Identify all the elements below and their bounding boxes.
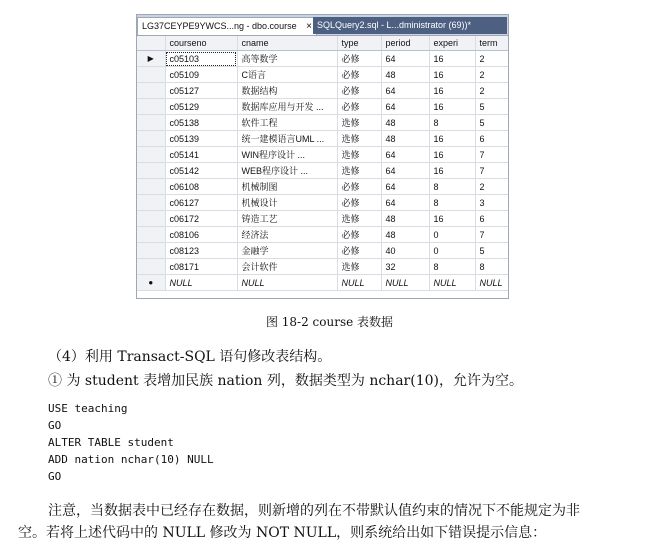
grid-cell[interactable]: 8 <box>429 115 475 131</box>
grid-cell[interactable]: c05139 <box>165 131 237 147</box>
grid-cell[interactable]: 0 <box>429 243 475 259</box>
code-line: USE teaching <box>48 402 128 415</box>
grid-cell[interactable]: 16 <box>429 51 475 67</box>
grid-cell[interactable]: 16 <box>429 99 475 115</box>
grid-cell[interactable]: 2 <box>475 67 508 83</box>
grid-cell[interactable]: 64 <box>381 163 429 179</box>
grid-cell[interactable]: 选修 <box>337 147 381 163</box>
row-selector[interactable] <box>137 243 165 259</box>
grid-cell[interactable]: 会计软件 <box>237 259 337 275</box>
grid-cell[interactable]: c08106 <box>165 227 237 243</box>
grid-cell[interactable]: 选修 <box>337 259 381 275</box>
grid-cell[interactable]: 必修 <box>337 99 381 115</box>
grid-cell[interactable]: 金融学 <box>237 243 337 259</box>
row-selector[interactable] <box>137 67 165 83</box>
grid-cell[interactable]: 48 <box>381 211 429 227</box>
tab-dbo-course[interactable] <box>137 17 317 35</box>
grid-cell[interactable]: c05142 <box>165 163 237 179</box>
grid-cell[interactable]: 高等数学 <box>237 51 337 67</box>
row-selector[interactable] <box>137 99 165 115</box>
sql-code-block <box>48 400 214 485</box>
grid-cell[interactable]: 64 <box>381 99 429 115</box>
grid-cell[interactable]: 48 <box>381 67 429 83</box>
grid-cell[interactable]: 必修 <box>337 243 381 259</box>
grid-cell[interactable]: 数据库应用与开发 ... <box>237 99 337 115</box>
grid-cell[interactable]: 必修 <box>337 227 381 243</box>
code-line: ALTER TABLE student <box>48 436 174 449</box>
table-row[interactable] <box>137 51 508 67</box>
table-row[interactable] <box>137 211 508 227</box>
tab-sqlquery2[interactable] <box>313 17 507 34</box>
tab-sqlquery2-label: SQLQuery2.sql - L...dministrator (69))* <box>317 20 472 30</box>
grid-cell[interactable]: c05129 <box>165 99 237 115</box>
grid-cell[interactable]: 2 <box>475 179 508 195</box>
grid-cell[interactable]: 选修 <box>337 211 381 227</box>
grid-cell[interactable]: 必修 <box>337 83 381 99</box>
grid-cell[interactable]: 48 <box>381 131 429 147</box>
table-row[interactable] <box>137 131 508 147</box>
grid-cell[interactable]: 7 <box>475 227 508 243</box>
grid-cell[interactable]: 8 <box>429 179 475 195</box>
grid-cell[interactable]: 机械制图 <box>237 179 337 195</box>
grid-cell[interactable]: 64 <box>381 83 429 99</box>
grid-cell[interactable]: 16 <box>429 83 475 99</box>
table-row[interactable] <box>137 227 508 243</box>
row-selector[interactable] <box>137 259 165 275</box>
grid-cell[interactable]: 16 <box>429 163 475 179</box>
table-row[interactable] <box>137 67 508 83</box>
grid-cell[interactable]: 32 <box>381 259 429 275</box>
grid-cell[interactable]: 必修 <box>337 67 381 83</box>
table-row[interactable] <box>137 179 508 195</box>
grid-cell[interactable]: 64 <box>381 51 429 67</box>
row-selector[interactable] <box>137 115 165 131</box>
row-selector[interactable] <box>137 227 165 243</box>
grid-cell[interactable]: 48 <box>381 115 429 131</box>
column-header[interactable]: period <box>381 36 429 51</box>
grid-cell[interactable]: c08171 <box>165 259 237 275</box>
grid-cell[interactable]: 16 <box>429 131 475 147</box>
grid-cell[interactable]: c05109 <box>165 67 237 83</box>
grid-cell[interactable]: c05138 <box>165 115 237 131</box>
new-row-indicator-icon[interactable]: ● <box>137 275 165 291</box>
grid-cell[interactable]: 数据结构 <box>237 83 337 99</box>
grid-cell[interactable]: c05103 <box>165 51 237 67</box>
grid-cell[interactable]: c08123 <box>165 243 237 259</box>
grid-cell[interactable]: 16 <box>429 67 475 83</box>
tab-dbo-course-label: LG37CEYPE9YWCS...ng - dbo.course <box>142 21 297 31</box>
grid-cell[interactable]: 必修 <box>337 195 381 211</box>
grid-cell[interactable]: 8 <box>429 195 475 211</box>
row-selector[interactable] <box>137 211 165 227</box>
row-selector[interactable] <box>137 195 165 211</box>
grid-cell[interactable]: 8 <box>475 259 508 275</box>
null-cell[interactable]: NULL <box>337 275 381 291</box>
table-row[interactable] <box>137 243 508 259</box>
grid-cell[interactable]: 48 <box>381 227 429 243</box>
current-row-indicator-icon[interactable]: ▶ <box>137 51 165 67</box>
column-header[interactable]: cname <box>237 36 337 51</box>
grid-cell[interactable]: c06108 <box>165 179 237 195</box>
grid-cell[interactable]: c06127 <box>165 195 237 211</box>
grid-cell[interactable]: 6 <box>475 211 508 227</box>
grid-cell[interactable]: 7 <box>475 147 508 163</box>
grid-cell[interactable]: 经济法 <box>237 227 337 243</box>
grid-cell[interactable]: 64 <box>381 179 429 195</box>
code-line: GO <box>48 419 62 432</box>
table-row[interactable] <box>137 259 508 275</box>
table-row[interactable] <box>137 195 508 211</box>
grid-cell[interactable]: 64 <box>381 147 429 163</box>
null-cell[interactable]: NULL <box>165 275 237 291</box>
table-row[interactable] <box>137 115 508 131</box>
grid-cell[interactable]: 5 <box>475 243 508 259</box>
row-selector[interactable] <box>137 147 165 163</box>
column-header[interactable]: courseno <box>165 36 237 51</box>
grid-cell[interactable]: 选修 <box>337 115 381 131</box>
column-header[interactable]: experi <box>429 36 475 51</box>
grid-cell[interactable]: 2 <box>475 51 508 67</box>
grid-cell[interactable]: C语言 <box>237 67 337 83</box>
note-line-1: 注意，当数据表中已经存在数据，则新增的列在不带默认值约束的情况下不能规定为非 <box>48 503 580 519</box>
row-selector[interactable] <box>137 131 165 147</box>
grid-cell[interactable]: c05141 <box>165 147 237 163</box>
step-4-heading: （4）利用 Transact-SQL 语句修改表结构。 <box>48 349 332 365</box>
close-icon[interactable]: × <box>306 21 312 32</box>
grid-cell[interactable]: 选修 <box>337 163 381 179</box>
null-cell[interactable]: NULL <box>475 275 508 291</box>
table-data-window <box>136 14 509 299</box>
row-selector-header[interactable] <box>137 36 165 51</box>
grid-cell[interactable]: 0 <box>429 227 475 243</box>
grid-cell[interactable]: c05127 <box>165 83 237 99</box>
new-row[interactable] <box>137 275 508 291</box>
grid-cell[interactable]: 8 <box>429 259 475 275</box>
table-row[interactable] <box>137 163 508 179</box>
grid-body <box>137 51 508 291</box>
grid-cell[interactable]: 7 <box>475 163 508 179</box>
row-selector[interactable] <box>137 163 165 179</box>
column-header[interactable]: type <box>337 36 381 51</box>
grid-cell[interactable]: c06172 <box>165 211 237 227</box>
grid-cell[interactable]: WIN程序设计 ... <box>237 147 337 163</box>
figure-caption: 图 18-2 course 表数据 <box>265 315 394 329</box>
table-row[interactable] <box>137 83 508 99</box>
code-line: ADD nation nchar(10) NULL <box>48 453 214 466</box>
grid-cell[interactable]: 铸造工艺 <box>237 211 337 227</box>
step-4-1-text: ① 为 student 表增加民族 nation 列，数据类型为 nchar(10)，允许为空。 <box>48 373 523 389</box>
row-selector[interactable] <box>137 179 165 195</box>
document-tab-bar <box>137 15 508 36</box>
grid-cell[interactable]: 必修 <box>337 51 381 67</box>
grid-cell[interactable]: 3 <box>475 195 508 211</box>
grid-cell[interactable]: 5 <box>475 115 508 131</box>
course-data-grid <box>137 36 509 291</box>
grid-cell[interactable]: WEB程序设计 ... <box>237 163 337 179</box>
null-cell[interactable]: NULL <box>381 275 429 291</box>
grid-cell[interactable]: 必修 <box>337 179 381 195</box>
grid-cell[interactable]: 2 <box>475 83 508 99</box>
grid-cell[interactable]: 16 <box>429 147 475 163</box>
row-selector[interactable] <box>137 83 165 99</box>
note-line-2: 空。若将上述代码中的 NULL 修改为 NOT NULL，则系统给出如下错误提示信息： <box>18 525 547 541</box>
table-row[interactable] <box>137 99 508 115</box>
grid-cell[interactable]: 16 <box>429 211 475 227</box>
null-cell[interactable]: NULL <box>429 275 475 291</box>
table-row[interactable] <box>137 147 508 163</box>
grid-cell[interactable]: 软件工程 <box>237 115 337 131</box>
column-header[interactable]: term <box>475 36 508 51</box>
null-cell[interactable]: NULL <box>237 275 337 291</box>
grid-cell[interactable]: 40 <box>381 243 429 259</box>
grid-cell[interactable]: 6 <box>475 131 508 147</box>
grid-cell[interactable]: 5 <box>475 99 508 115</box>
grid-cell[interactable]: 机械设计 <box>237 195 337 211</box>
grid-cell[interactable]: 选修 <box>337 131 381 147</box>
grid-cell[interactable]: 64 <box>381 195 429 211</box>
grid-cell[interactable]: 统一建模语言UML ... <box>237 131 337 147</box>
grid-header-row <box>137 36 508 51</box>
code-line: GO <box>48 470 62 483</box>
